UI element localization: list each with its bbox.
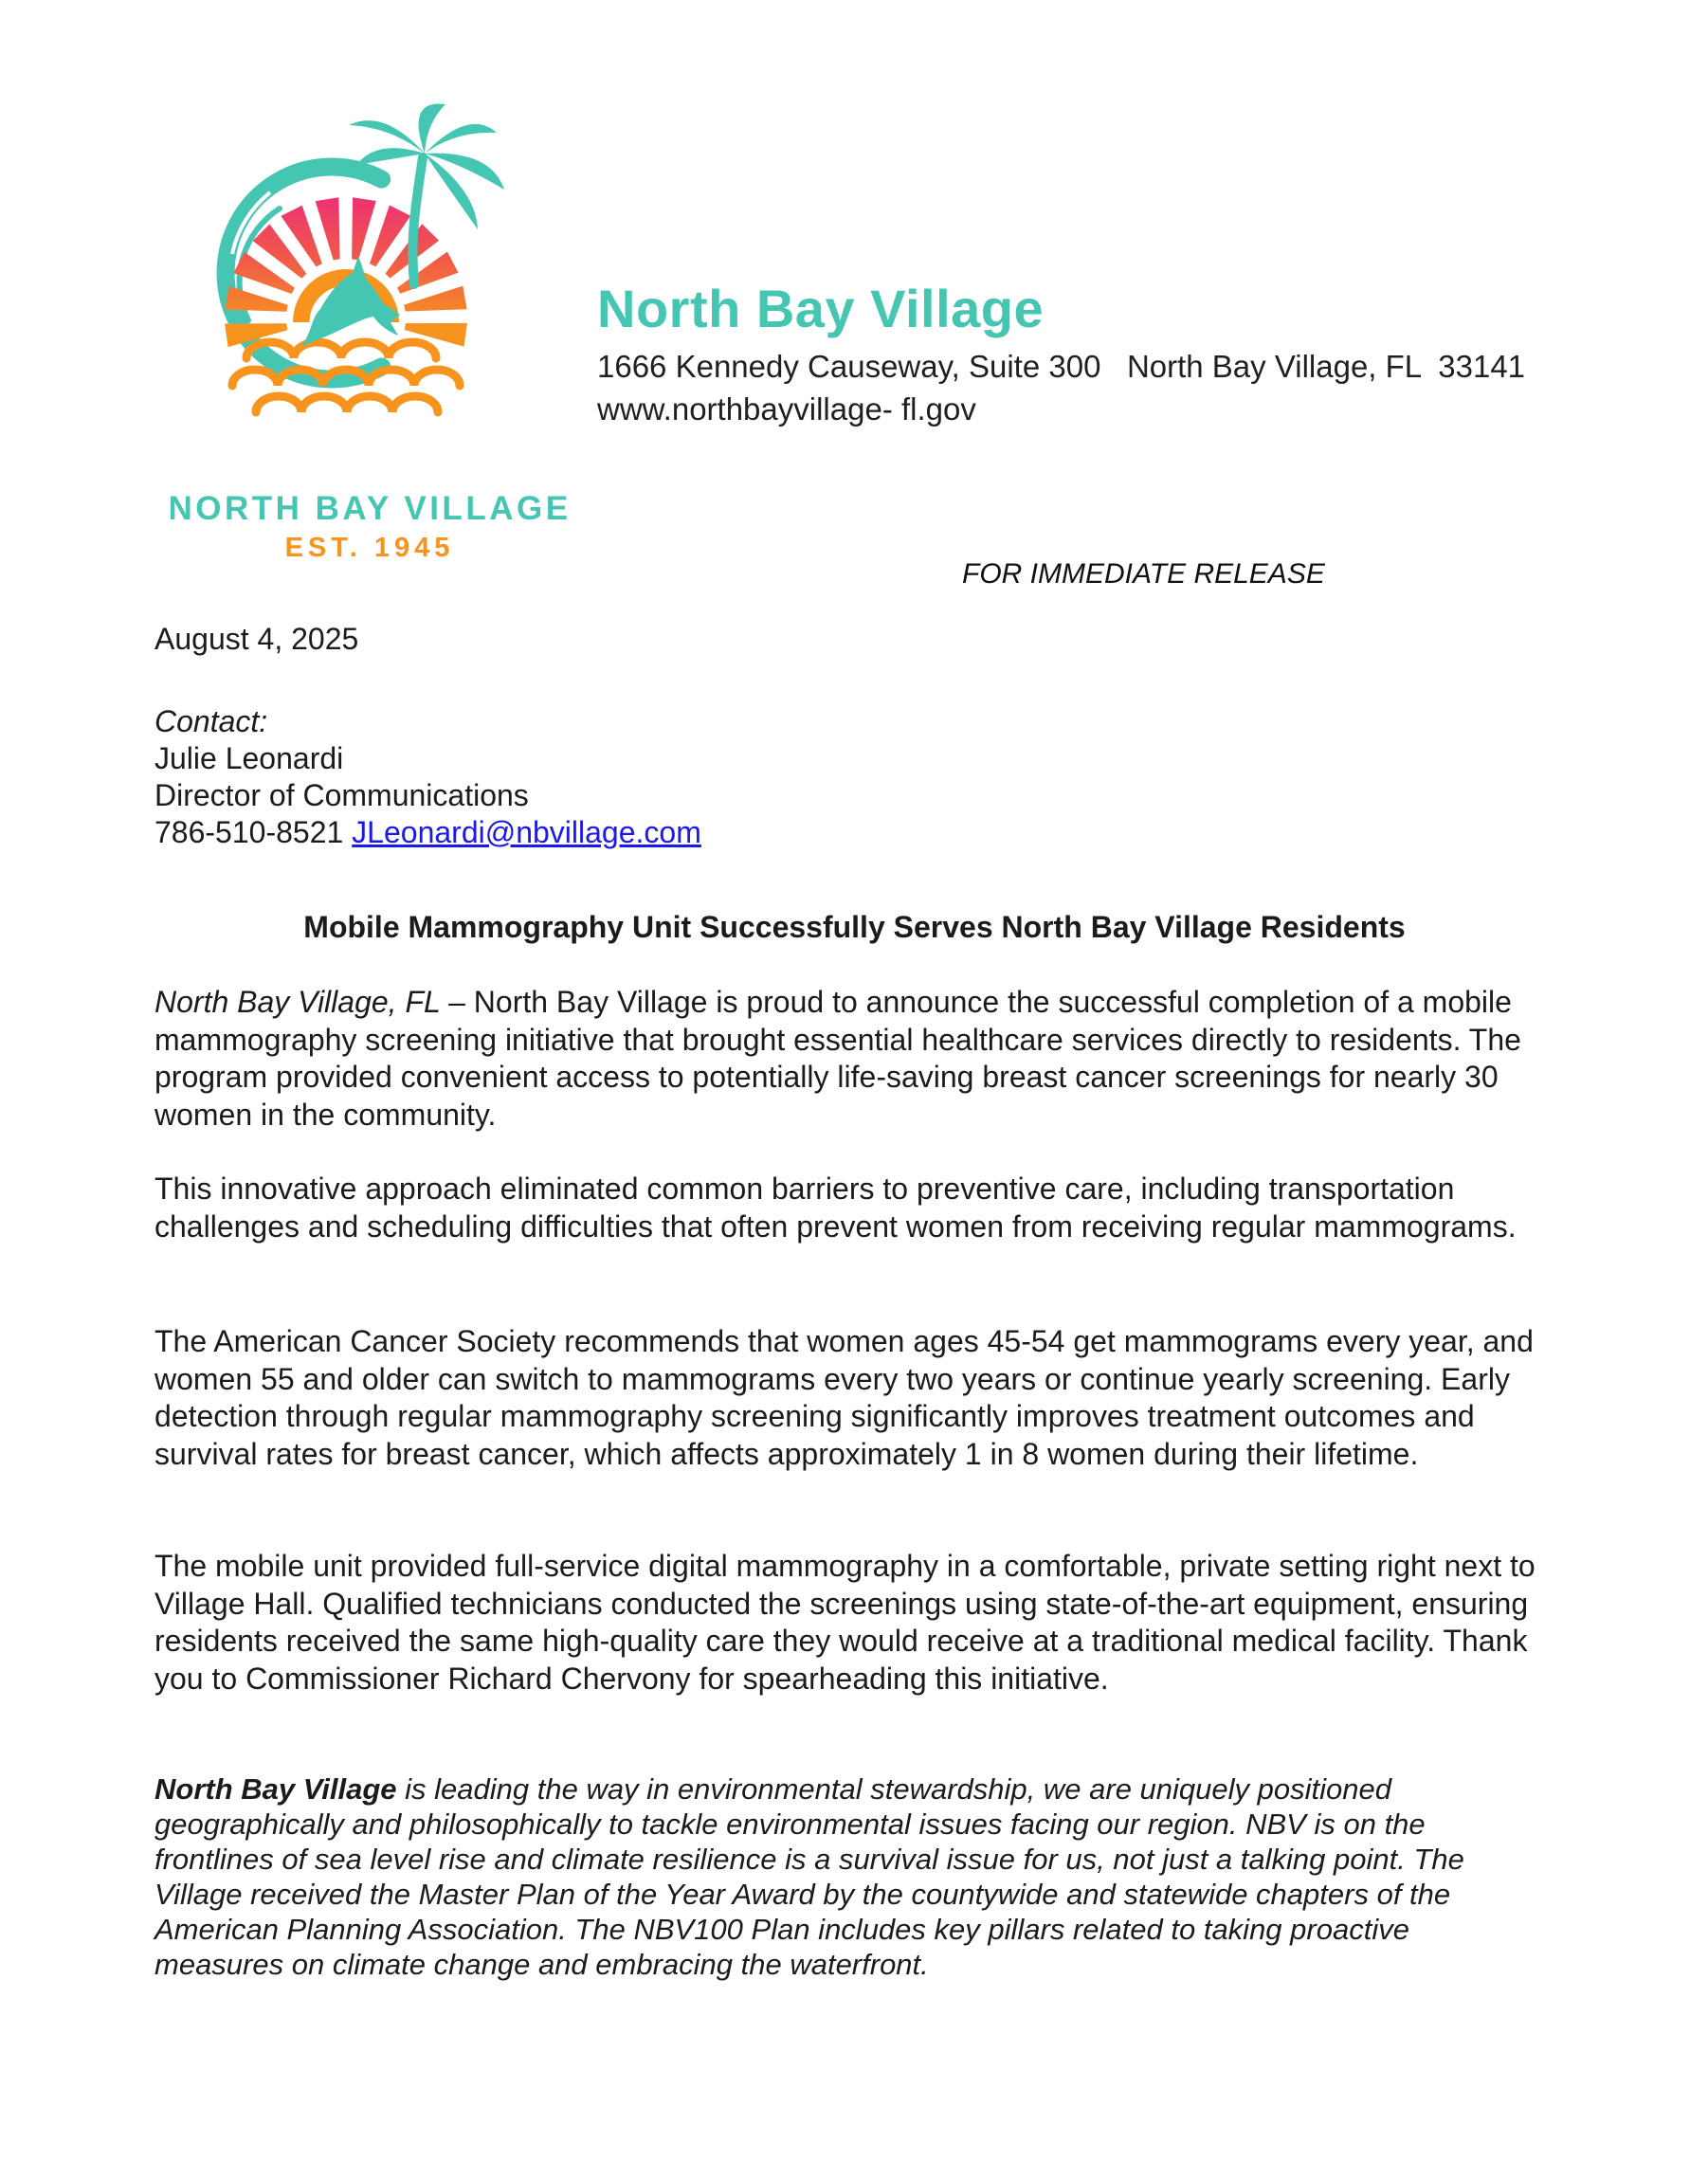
contact-label: Contact: xyxy=(154,704,268,738)
village-logo xyxy=(142,102,523,425)
paragraph-text: North Bay Village is proud to announce the successful completion of a mobile mammography screening initiative that brought essential healthcare services directly to residents. The program provided convenient access to potentially life-saving breast cancer screenings for nearly 30 women in the community. xyxy=(154,985,1521,1132)
headline: Mobile Mammography Unit Successfully Serves North Bay Village Residents xyxy=(303,910,1406,944)
contact-phone: 786-510-8521 xyxy=(154,815,344,849)
contact-name: Julie Leonardi xyxy=(154,741,344,775)
website-line: www.northbayvillage- fl.gov xyxy=(597,391,976,427)
paragraph-text: is leading the way in environmental stewardship, we are uniquely positioned geographically and philosophically to tackle environmental issues facing our region. NBV is on the frontlines of sea level rise and climate resilience is a survival issue for us, not just a talking point. The Village received the Master Plan of the Year Award by the countywide and statewide chapters of the American Planning Association. The NBV100 Plan includes key pillars related to taking proactive measures on climate change and embracing the waterfront. xyxy=(154,1772,1464,1981)
body-paragraph-3: The American Cancer Society recommends that women ages 45-54 get mammograms every year, and women 55 and older can switch to mammograms every two years or continue yearly screening. Early detection through regular mammography screening significantly improves treatment outcomes and survival rates for breast cancer, which affects approximately 1 in 8 women during their lifetime. xyxy=(154,1324,1534,1471)
org-name: North Bay Village xyxy=(597,279,1045,338)
body-paragraph-4: The mobile unit provided full-service digital mammography in a comfortable, private setting right next to Village Hall. Qualified technicians conducted the screenings using state-of-the-art equipment, ensuring residents received the same high-quality care they would receive at a traditional medical facility. Thank you to Commissioner Richard Chervony for spearheading this initiative. xyxy=(154,1549,1535,1696)
body-paragraph-2: This innovative approach eliminated common barriers to preventive care, including transportation challenges and scheduling difficulties that often prevent women from receiving regular mammograms. xyxy=(154,1172,1517,1244)
body-paragraph-1 xyxy=(154,984,1558,1134)
logo-caption xyxy=(133,490,607,564)
body-paragraph-5 xyxy=(154,1771,1489,1982)
contact-block xyxy=(154,703,701,851)
logo-wordmark: NORTH BAY VILLAGE xyxy=(168,490,572,527)
dateline-lead: North Bay Village, FL – xyxy=(154,985,474,1019)
date-line: August 4, 2025 xyxy=(154,622,359,656)
address-line: 1666 Kennedy Causeway, Suite 300 North Bay Village, FL 33141 xyxy=(597,349,1526,384)
release-line: FOR IMMEDIATE RELEASE xyxy=(962,558,1325,590)
contact-phone-line xyxy=(154,814,701,851)
contact-email-link[interactable]: JLeonardi@nbvillage.com xyxy=(352,815,701,849)
logo-established: EST. 1945 xyxy=(284,533,455,563)
contact-title: Director of Communications xyxy=(154,778,529,812)
boilerplate-lead: North Bay Village xyxy=(154,1772,397,1806)
